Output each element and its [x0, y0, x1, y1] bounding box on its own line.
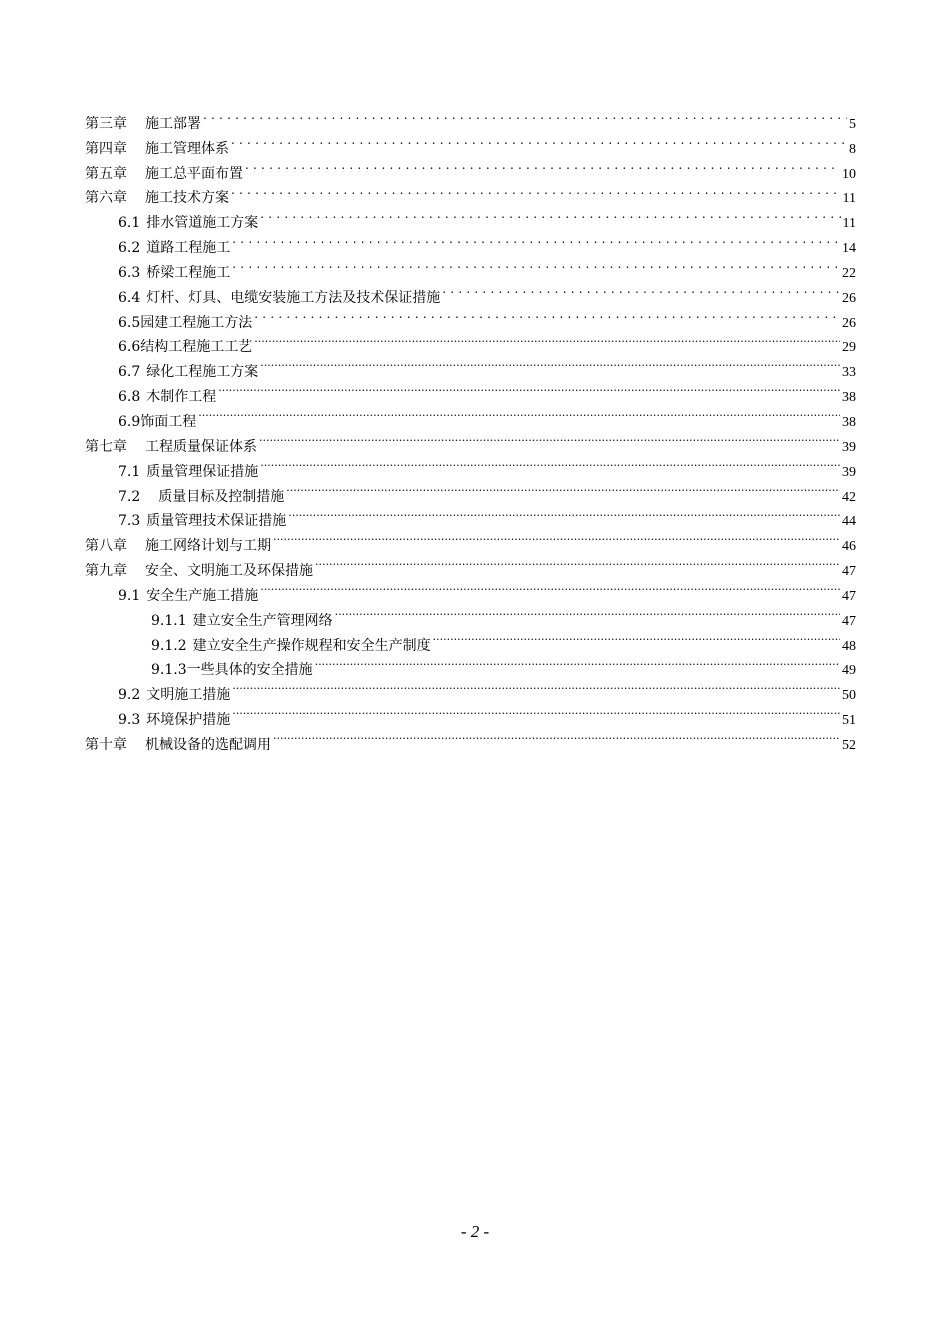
toc-entry-number: 9.1.3	[151, 662, 187, 679]
toc-entry-page: 50	[842, 688, 856, 704]
toc-entry-page: 39	[842, 439, 856, 455]
toc-entry-text: 安全、文明施工及环保措施	[145, 563, 313, 580]
toc-entry-text: 环境保护措施	[146, 712, 231, 729]
toc-entry-number: 9.2	[118, 687, 141, 704]
toc-entry-text: 施工部署	[145, 115, 201, 132]
toc-entry-number: 7.3	[118, 513, 141, 530]
toc-entry-number: 6.4	[118, 289, 141, 306]
toc-entry-title	[118, 708, 230, 733]
toc-entry-title	[85, 112, 201, 137]
toc-entry-title	[118, 236, 230, 261]
toc-entry-number: 第八章	[85, 538, 127, 555]
toc-entry-page: 46	[842, 539, 856, 555]
toc-dot-leader	[315, 550, 840, 575]
toc-entry-text: 一些具体的安全措施	[186, 662, 313, 679]
toc-entry-title	[118, 584, 258, 609]
toc-dot-leader	[273, 525, 840, 550]
toc-entry-number: 7.1	[118, 463, 141, 480]
toc-entry-title	[118, 509, 286, 534]
toc-dot-leader	[231, 178, 841, 203]
toc-entry-number: 第四章	[85, 140, 127, 157]
toc-entry-number: 6.2	[118, 240, 141, 257]
toc-entry-page: 8	[849, 141, 856, 157]
toc-entry-page: 52	[842, 737, 856, 753]
toc-entry[interactable]	[85, 401, 856, 430]
toc-entry-number: 第七章	[85, 438, 127, 455]
toc-entry-number: 第九章	[85, 563, 127, 580]
toc-entry-text: 施工网络计划与工期	[145, 538, 271, 555]
toc-entry-title	[118, 683, 230, 708]
toc-entry-title	[118, 311, 252, 336]
toc-entry-text: 建立安全生产管理网络	[192, 612, 333, 629]
toc-dot-leader	[286, 476, 840, 501]
toc-entry-number: 第三章	[85, 115, 127, 132]
toc-dot-leader	[260, 575, 840, 600]
toc-entry-text: 灯杆、灯具、电缆安装施工方法及技术保证措施	[146, 289, 441, 306]
toc-entry-page: 10	[842, 166, 856, 182]
toc-entry-page: 26	[842, 290, 856, 306]
toc-entry-page: 33	[842, 365, 856, 381]
toc-dot-leader	[231, 128, 847, 153]
toc-entry-title	[118, 485, 284, 510]
toc-dot-leader	[198, 401, 840, 426]
toc-entry-page: 47	[842, 613, 856, 629]
toc-entry-page: 22	[842, 265, 856, 281]
toc-entry-page: 39	[842, 464, 856, 480]
toc-entry-number: 第五章	[85, 165, 127, 182]
toc-entry-text: 施工总平面布置	[145, 165, 243, 182]
toc-dot-leader	[232, 252, 840, 277]
toc-entry-number: 7.2	[118, 488, 141, 505]
toc-dot-leader	[260, 451, 840, 476]
toc-entry-number: 6.5	[118, 314, 141, 331]
toc-entry-title	[85, 733, 271, 758]
toc-dot-leader	[260, 202, 840, 227]
toc-dot-leader	[260, 351, 840, 376]
toc-dot-leader	[203, 103, 847, 128]
toc-entry-text: 文明施工措施	[146, 687, 231, 704]
toc-entry-number: 第六章	[85, 190, 127, 207]
toc-entry-title	[85, 186, 229, 211]
toc-entry-number: 6.3	[118, 264, 141, 281]
toc-entry-text: 质量目标及控制措施	[158, 488, 285, 505]
toc-entry-page: 11	[842, 191, 856, 207]
toc-entry-page: 49	[842, 663, 856, 679]
toc-entry-title	[118, 335, 252, 360]
toc-dot-leader	[335, 600, 840, 625]
table-of-contents	[85, 103, 856, 753]
toc-entry-text: 桥梁工程施工	[146, 264, 231, 281]
toc-entry-text: 结构工程施工工艺	[140, 339, 253, 356]
toc-dot-leader	[245, 153, 840, 178]
toc-entry-text: 饰面工程	[140, 413, 197, 430]
toc-entry-text: 质量管理技术保证措施	[146, 513, 287, 530]
toc-dot-leader	[232, 674, 840, 699]
toc-entry-page: 47	[842, 564, 856, 580]
toc-entry-number: 6.7	[118, 364, 141, 381]
toc-entry-text: 建立安全生产操作规程和安全生产制度	[192, 637, 431, 654]
toc-entry-text: 排水管道施工方案	[146, 215, 259, 232]
page-number: - 2 -	[460, 1222, 490, 1241]
toc-entry-title	[118, 261, 230, 286]
toc-dot-leader	[315, 650, 840, 675]
toc-entry-page: 14	[842, 241, 856, 257]
toc-entry-page: 5	[849, 116, 856, 132]
toc-entry-page: 11	[842, 216, 856, 232]
toc-entry[interactable]	[85, 103, 856, 132]
toc-dot-leader	[433, 625, 840, 650]
toc-entry-text: 道路工程施工	[146, 240, 231, 257]
toc-dot-leader	[442, 277, 840, 302]
toc-dot-leader	[254, 327, 840, 352]
toc-entry[interactable]	[85, 426, 856, 455]
toc-entry-number: 6.9	[118, 413, 141, 430]
toc-dot-leader	[218, 376, 840, 401]
toc-entry-title	[118, 410, 196, 435]
toc-entry-text: 质量管理保证措施	[146, 463, 259, 480]
toc-entry-title	[118, 460, 258, 485]
toc-dot-leader	[273, 724, 840, 749]
toc-dot-leader	[254, 302, 840, 327]
toc-entry-page: 29	[842, 340, 856, 356]
toc-entry-number: 6.1	[118, 215, 141, 232]
toc-entry-page: 47	[842, 588, 856, 604]
toc-entry-number: 9.1.1	[151, 612, 187, 629]
toc-entry-number: 6.6	[118, 339, 141, 356]
toc-entry-number: 9.3	[118, 712, 141, 729]
toc-entry-page: 38	[842, 390, 856, 406]
toc-entry-text: 绿化工程施工方案	[146, 364, 259, 381]
toc-dot-leader	[232, 227, 840, 252]
toc-dot-leader	[259, 426, 840, 451]
toc-entry-text: 机械设备的选配调用	[145, 736, 271, 753]
toc-entry-page: 48	[842, 638, 856, 654]
toc-entry-number: 9.1	[118, 587, 141, 604]
toc-entry-text: 工程质量保证体系	[145, 438, 257, 455]
toc-entry-page: 42	[842, 489, 856, 505]
toc-entry-title	[85, 162, 243, 187]
toc-entry-title	[85, 534, 271, 559]
toc-entry-text: 施工技术方案	[145, 190, 229, 207]
toc-dot-leader	[232, 699, 840, 724]
toc-entry-text: 木制作工程	[146, 389, 217, 406]
toc-entry-text: 安全生产施工措施	[146, 587, 259, 604]
toc-entry-number: 9.1.2	[151, 637, 187, 654]
toc-entry-title	[85, 137, 229, 162]
toc-dot-leader	[288, 501, 840, 526]
toc-entry-page: 26	[842, 315, 856, 331]
toc-entry-text: 园建工程施工方法	[140, 314, 253, 331]
toc-entry-number: 6.8	[118, 389, 141, 406]
toc-entry-page: 51	[842, 713, 856, 729]
toc-entry-page: 44	[842, 514, 856, 530]
toc-entry-number: 第十章	[85, 736, 127, 753]
toc-entry-page: 38	[842, 414, 856, 430]
toc-entry-text: 施工管理体系	[145, 140, 229, 157]
toc-entry-title	[151, 609, 333, 634]
toc-entry-title	[85, 435, 257, 460]
